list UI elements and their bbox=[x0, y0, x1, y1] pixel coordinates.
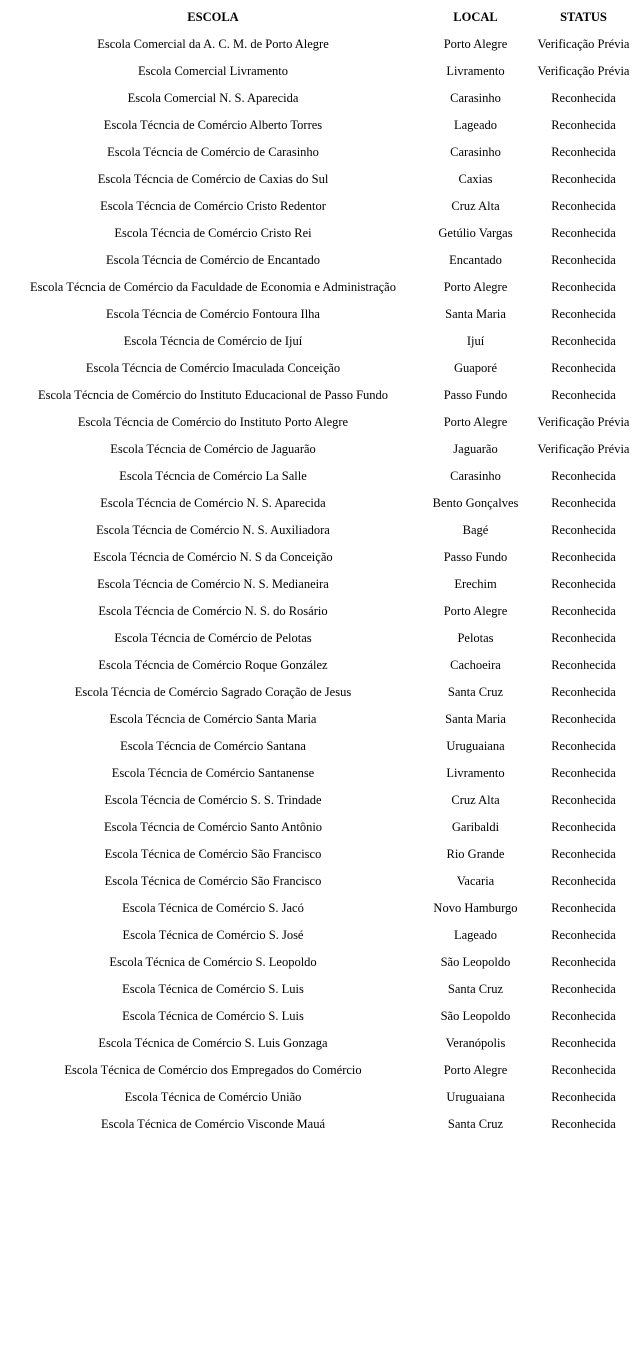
school-name-cell: Escola Técncia de Comércio da Faculdade de Economia e Administração bbox=[30, 280, 396, 294]
table-row bbox=[3, 949, 639, 976]
status-cell: Reconhecida bbox=[551, 523, 616, 537]
table-row bbox=[3, 733, 639, 760]
table-row bbox=[3, 787, 639, 814]
location-cell: Veranópolis bbox=[445, 1036, 506, 1050]
school-name-cell: Escola Técncia de Comércio N. S. Aparecida bbox=[100, 496, 326, 510]
location-cell: Cruz Alta bbox=[451, 199, 500, 213]
location-cell: Porto Alegre bbox=[443, 604, 508, 618]
location-cell: Bento Gonçalves bbox=[432, 496, 519, 510]
status-cell: Reconhecida bbox=[551, 1036, 616, 1050]
school-name-cell: Escola Técncia de Comércio de Pelotas bbox=[114, 631, 312, 645]
school-name-cell: Escola Técncia de Comércio de Ijuí bbox=[123, 334, 303, 348]
location-cell: Cachoeira bbox=[450, 658, 501, 672]
school-name-cell: Escola Técncia de Comércio de Encantado bbox=[106, 253, 320, 267]
location-cell: Porto Alegre bbox=[443, 280, 508, 294]
table-row bbox=[3, 463, 639, 490]
status-cell: Verificação Prévia bbox=[537, 37, 630, 51]
status-cell: Verificação Prévia bbox=[537, 415, 630, 429]
location-cell: Santa Cruz bbox=[447, 1117, 504, 1131]
school-name-cell: Escola Técnica de Comércio Visconde Mauá bbox=[100, 1117, 326, 1131]
status-cell: Reconhecida bbox=[551, 1009, 616, 1023]
status-cell: Reconhecida bbox=[551, 118, 616, 132]
status-cell: Reconhecida bbox=[551, 847, 616, 861]
status-cell: Reconhecida bbox=[551, 712, 616, 726]
location-cell: Erechim bbox=[454, 577, 497, 591]
status-cell: Reconhecida bbox=[551, 577, 616, 591]
status-cell: Reconhecida bbox=[551, 1090, 616, 1104]
location-cell: Bagé bbox=[462, 523, 489, 537]
location-cell: Uruguaiana bbox=[446, 739, 505, 753]
school-name-cell: Escola Comercial da A. C. M. de Porto Alegre bbox=[97, 37, 329, 51]
school-name-cell: Escola Técnica de Comércio São Francisco bbox=[104, 847, 322, 861]
school-name-cell: Escola Comercial N. S. Aparecida bbox=[127, 91, 299, 105]
school-name-cell: Escola Técncia de Comércio Alberto Torres bbox=[103, 118, 323, 132]
status-cell: Reconhecida bbox=[551, 199, 616, 213]
schools-table bbox=[3, 4, 639, 1138]
status-cell: Verificação Prévia bbox=[537, 64, 630, 78]
table-row bbox=[3, 625, 639, 652]
status-cell: Reconhecida bbox=[551, 496, 616, 510]
table-row bbox=[3, 652, 639, 679]
location-cell: Livramento bbox=[446, 766, 505, 780]
location-cell: Vacaria bbox=[456, 874, 495, 888]
location-cell: Santa Maria bbox=[445, 712, 506, 726]
location-cell: Carasinho bbox=[450, 469, 501, 483]
location-cell: Livramento bbox=[446, 64, 505, 78]
table-row bbox=[3, 679, 639, 706]
status-cell: Reconhecida bbox=[551, 334, 616, 348]
status-cell: Reconhecida bbox=[551, 955, 616, 969]
location-cell: Getúlio Vargas bbox=[438, 226, 513, 240]
school-name-cell: Escola Técncia de Comércio Santana bbox=[120, 739, 306, 753]
location-cell: Jaguarão bbox=[453, 442, 498, 456]
header-escola: ESCOLA bbox=[187, 10, 239, 24]
status-cell: Reconhecida bbox=[551, 145, 616, 159]
school-name-cell: Escola Técncia de Comércio de Jaguarão bbox=[110, 442, 316, 456]
status-cell: Reconhecida bbox=[551, 361, 616, 375]
status-cell: Reconhecida bbox=[551, 901, 616, 915]
table-row bbox=[3, 355, 639, 382]
location-cell: Passo Fundo bbox=[443, 388, 508, 402]
table-row bbox=[3, 58, 639, 85]
status-cell: Reconhecida bbox=[551, 1117, 616, 1131]
school-name-cell: Escola Técncia de Comércio La Salle bbox=[119, 469, 307, 483]
status-cell: Reconhecida bbox=[551, 820, 616, 834]
table-row bbox=[3, 166, 639, 193]
location-cell: Caxias bbox=[458, 172, 493, 186]
table-row bbox=[3, 922, 639, 949]
location-cell: Pelotas bbox=[457, 631, 494, 645]
status-cell: Reconhecida bbox=[551, 388, 616, 402]
table-row bbox=[3, 436, 639, 463]
table-row bbox=[3, 409, 639, 436]
table-row bbox=[3, 571, 639, 598]
school-name-cell: Escola Técnica de Comércio S. Luis Gonzaga bbox=[98, 1036, 328, 1050]
school-name-cell: Escola Técnica de Comércio S. Luis bbox=[122, 982, 304, 996]
table-row bbox=[3, 85, 639, 112]
school-name-cell: Escola Técncia de Comércio de Caxias do Sul bbox=[97, 172, 329, 186]
location-cell: Guaporé bbox=[453, 361, 498, 375]
table-row bbox=[3, 31, 639, 58]
school-name-cell: Escola Técnica de Comércio dos Empregados do Comércio bbox=[64, 1063, 362, 1077]
school-name-cell: Escola Comercial Livramento bbox=[138, 64, 288, 78]
school-name-cell: Escola Técnica de Comércio S. Luis bbox=[122, 1009, 304, 1023]
table-row bbox=[3, 760, 639, 787]
table-row bbox=[3, 1030, 639, 1057]
location-cell: Novo Hamburgo bbox=[433, 901, 518, 915]
table-row bbox=[3, 598, 639, 625]
status-cell: Reconhecida bbox=[551, 739, 616, 753]
document bbox=[0, 4, 642, 1138]
school-name-cell: Escola Técncia de Comércio N. S. Medianeira bbox=[97, 577, 329, 591]
status-cell: Reconhecida bbox=[551, 766, 616, 780]
school-name-cell: Escola Técncia de Comércio S. S. Trindade bbox=[104, 793, 322, 807]
location-cell: Porto Alegre bbox=[443, 1063, 508, 1077]
status-cell: Reconhecida bbox=[551, 874, 616, 888]
location-cell: Carasinho bbox=[450, 91, 501, 105]
school-name-cell: Escola Técncia de Comércio Cristo Rei bbox=[114, 226, 312, 240]
school-name-cell: Escola Técnica de Comércio São Francisco bbox=[104, 874, 322, 888]
table-row bbox=[3, 112, 639, 139]
status-cell: Reconhecida bbox=[551, 469, 616, 483]
school-name-cell: Escola Técnica de Comércio S. José bbox=[122, 928, 304, 942]
table-row bbox=[3, 382, 639, 409]
status-cell: Reconhecida bbox=[551, 604, 616, 618]
status-cell: Reconhecida bbox=[551, 928, 616, 942]
school-name-cell: Escola Técncia de Comércio de Carasinho bbox=[107, 145, 319, 159]
school-name-cell: Escola Técnica de Comércio S. Leopoldo bbox=[109, 955, 317, 969]
school-name-cell: Escola Técncia de Comércio Santa Maria bbox=[109, 712, 317, 726]
location-cell: Santa Maria bbox=[445, 307, 506, 321]
table-row bbox=[3, 895, 639, 922]
table-row bbox=[3, 247, 639, 274]
table-row bbox=[3, 220, 639, 247]
header-local: LOCAL bbox=[453, 10, 498, 24]
table-row bbox=[3, 274, 639, 301]
table-row bbox=[3, 868, 639, 895]
status-cell: Reconhecida bbox=[551, 280, 616, 294]
location-cell: Santa Cruz bbox=[447, 685, 504, 699]
school-name-cell: Escola Técncia de Comércio Fontoura Ilha bbox=[106, 307, 320, 321]
school-name-cell: Escola Técncia de Comércio Cristo Redentor bbox=[100, 199, 326, 213]
school-name-cell: Escola Técncia de Comércio do Instituto Educacional de Passo Fundo bbox=[37, 388, 389, 402]
table-row bbox=[3, 1111, 639, 1138]
table-row bbox=[3, 976, 639, 1003]
location-cell: Garibaldi bbox=[451, 820, 500, 834]
table-row bbox=[3, 490, 639, 517]
status-cell: Reconhecida bbox=[551, 982, 616, 996]
school-name-cell: Escola Técnica de Comércio União bbox=[124, 1090, 302, 1104]
header-status: STATUS bbox=[560, 10, 607, 24]
table-row bbox=[3, 139, 639, 166]
school-name-cell: Escola Técncia de Comércio N. S da Conceição bbox=[93, 550, 333, 564]
status-cell: Reconhecida bbox=[551, 550, 616, 564]
status-cell: Reconhecida bbox=[551, 1063, 616, 1077]
table-row bbox=[3, 1003, 639, 1030]
table-row bbox=[3, 1057, 639, 1084]
status-cell: Reconhecida bbox=[551, 253, 616, 267]
school-name-cell: Escola Técncia de Comércio Roque González bbox=[98, 658, 328, 672]
location-cell: Cruz Alta bbox=[451, 793, 500, 807]
location-cell: Ijuí bbox=[466, 334, 485, 348]
location-cell: Carasinho bbox=[450, 145, 501, 159]
location-cell: Santa Cruz bbox=[447, 982, 504, 996]
table-row bbox=[3, 544, 639, 571]
location-cell: Uruguaiana bbox=[446, 1090, 505, 1104]
location-cell: Lageado bbox=[453, 928, 498, 942]
school-name-cell: Escola Técncia de Comércio N. S. do Rosário bbox=[98, 604, 328, 618]
location-cell: Rio Grande bbox=[446, 847, 505, 861]
status-cell: Reconhecida bbox=[551, 91, 616, 105]
table-row bbox=[3, 328, 639, 355]
table-row bbox=[3, 1084, 639, 1111]
status-cell: Reconhecida bbox=[551, 685, 616, 699]
table-row bbox=[3, 814, 639, 841]
location-cell: São Leopoldo bbox=[440, 1009, 511, 1023]
table-row bbox=[3, 517, 639, 544]
location-cell: Lageado bbox=[453, 118, 498, 132]
table-header-row bbox=[3, 4, 639, 31]
location-cell: Encantado bbox=[449, 253, 502, 267]
status-cell: Reconhecida bbox=[551, 631, 616, 645]
table-row bbox=[3, 706, 639, 733]
school-name-cell: Escola Técncia de Comércio Santo Antônio bbox=[103, 820, 323, 834]
status-cell: Reconhecida bbox=[551, 226, 616, 240]
school-name-cell: Escola Técnica de Comércio S. Jacó bbox=[122, 901, 304, 915]
school-name-cell: Escola Técncia de Comércio Santanense bbox=[111, 766, 315, 780]
location-cell: São Leopoldo bbox=[440, 955, 511, 969]
location-cell: Porto Alegre bbox=[443, 37, 508, 51]
school-name-cell: Escola Técncia de Comércio Imaculada Conceição bbox=[85, 361, 341, 375]
table-body bbox=[3, 31, 639, 1138]
school-name-cell: Escola Técncia de Comércio do Instituto Porto Alegre bbox=[77, 415, 349, 429]
school-name-cell: Escola Técncia de Comércio Sagrado Coração de Jesus bbox=[74, 685, 352, 699]
status-cell: Reconhecida bbox=[551, 307, 616, 321]
status-cell: Reconhecida bbox=[551, 172, 616, 186]
table-row bbox=[3, 193, 639, 220]
table-row bbox=[3, 841, 639, 868]
status-cell: Reconhecida bbox=[551, 658, 616, 672]
school-name-cell: Escola Técncia de Comércio N. S. Auxiliadora bbox=[96, 523, 330, 537]
table-row bbox=[3, 301, 639, 328]
location-cell: Porto Alegre bbox=[443, 415, 508, 429]
status-cell: Reconhecida bbox=[551, 793, 616, 807]
location-cell: Passo Fundo bbox=[443, 550, 508, 564]
status-cell: Verificação Prévia bbox=[537, 442, 630, 456]
